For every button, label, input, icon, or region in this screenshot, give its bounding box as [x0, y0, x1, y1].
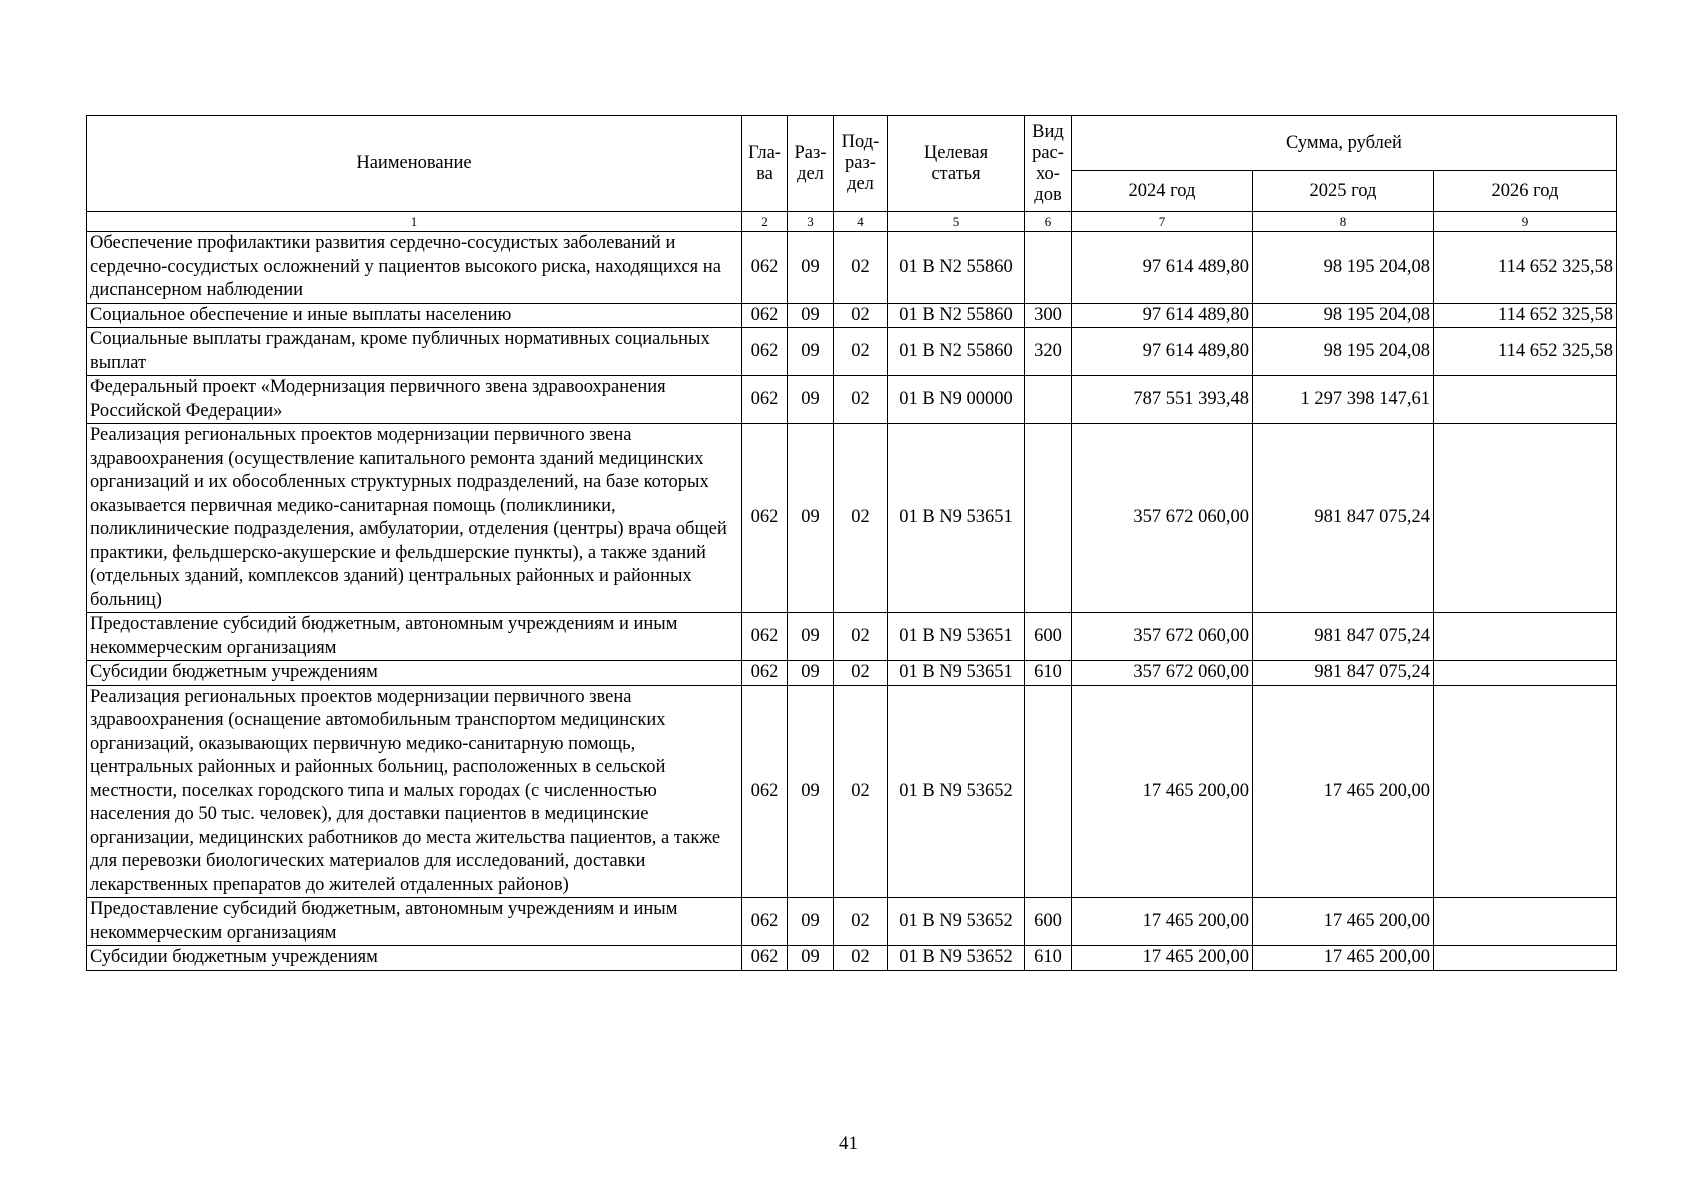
row-razdel: 09	[788, 376, 834, 424]
row-celevaya: 01 В N9 53651	[888, 613, 1025, 661]
row-vid: 600	[1025, 613, 1072, 661]
table-row	[87, 303, 1617, 328]
row-celevaya: 01 В N2 55860	[888, 303, 1025, 328]
row-vid: 300	[1025, 303, 1072, 328]
row-podrazdel: 02	[834, 424, 888, 613]
row-razdel: 09	[788, 303, 834, 328]
row-amount-2025: 981 847 075,24	[1253, 613, 1434, 661]
row-amount-2026: 114 652 325,58	[1434, 328, 1617, 376]
header-summa-label: Сумма, рублей	[1286, 132, 1402, 153]
row-podrazdel: 02	[834, 328, 888, 376]
column-number: 6	[1025, 212, 1072, 232]
row-amount-2026	[1434, 685, 1617, 898]
row-celevaya: 01 В N9 53652	[888, 898, 1025, 946]
row-amount-2024: 787 551 393,48	[1072, 376, 1253, 424]
row-name: Предоставление субсидий бюджетным, автономным учреждениям и иным некоммерческим организациям	[87, 898, 742, 946]
row-podrazdel: 02	[834, 303, 888, 328]
row-amount-2024: 357 672 060,00	[1072, 424, 1253, 613]
row-glava: 062	[742, 376, 788, 424]
row-glava: 062	[742, 613, 788, 661]
row-name: Реализация региональных проектов модернизации первичного звена здравоохранения (осуществление капитального ремонта зданий медицинских организаций и их обособленных структурных подразделений, на базе которых оказывается первичная медико-санитарная помощь (поликлиники, поликлинические подразделения, амбулатории, отделения (центры) врача общей практики, фельдшерско-акушерские и фельдшерские пункты), а также зданий (отдельных зданий, комплексов зданий) центральных районных и районных больниц)	[87, 424, 742, 613]
column-number: 4	[834, 212, 888, 232]
row-amount-2025: 17 465 200,00	[1253, 946, 1434, 971]
row-amount-2024: 97 614 489,80	[1072, 303, 1253, 328]
header-razdel: Раз- дел	[788, 116, 834, 212]
header-year-2026-label: 2026 год	[1491, 180, 1559, 201]
table-row	[87, 613, 1617, 661]
row-podrazdel: 02	[834, 613, 888, 661]
row-vid	[1025, 376, 1072, 424]
row-podrazdel: 02	[834, 685, 888, 898]
table-header	[87, 116, 1617, 212]
row-name: Социальное обеспечение и иные выплаты населению	[87, 303, 742, 328]
row-name: Субсидии бюджетным учреждениям	[87, 661, 742, 686]
header-name-label: Наименование	[356, 153, 472, 173]
table-row	[87, 424, 1617, 613]
row-vid	[1025, 232, 1072, 304]
row-celevaya: 01 В N9 53652	[888, 946, 1025, 971]
row-celevaya: 01 В N2 55860	[888, 232, 1025, 304]
row-amount-2024: 17 465 200,00	[1072, 946, 1253, 971]
row-amount-2025: 17 465 200,00	[1253, 898, 1434, 946]
header-year-2026	[1434, 171, 1617, 212]
header-celevaya: Целевая статья	[888, 116, 1025, 212]
row-amount-2024: 357 672 060,00	[1072, 613, 1253, 661]
row-celevaya: 01 В N9 00000	[888, 376, 1025, 424]
header-year-2024-label: 2024 год	[1128, 180, 1196, 201]
header-year-2025-label: 2025 год	[1309, 180, 1377, 201]
row-vid: 320	[1025, 328, 1072, 376]
row-glava: 062	[742, 898, 788, 946]
row-celevaya: 01 В N9 53652	[888, 685, 1025, 898]
row-celevaya: 01 В N2 55860	[888, 328, 1025, 376]
column-number-row	[87, 212, 1617, 232]
row-name: Социальные выплаты гражданам, кроме публичных нормативных социальных выплат	[87, 328, 742, 376]
table-body	[87, 212, 1617, 971]
row-razdel: 09	[788, 946, 834, 971]
header-summa	[1072, 116, 1617, 171]
row-amount-2025: 98 195 204,08	[1253, 303, 1434, 328]
row-razdel: 09	[788, 661, 834, 686]
row-vid: 610	[1025, 661, 1072, 686]
row-podrazdel: 02	[834, 376, 888, 424]
row-name: Реализация региональных проектов модернизации первичного звена здравоохранения (оснащение автомобильным транспортом медицинских организаций, оказывающих первичную медико-санитарную помощь, центральных районных и районных больниц, расположенных в сельской местности, поселках городского типа и малых городах (с численностью населения до 50 тыс. человек), для доставки пациентов в медицинские организации, медицинских работников до места жительства пациентов, а также для перевозки биологических материалов для исследований, доставки лекарственных препаратов до жителей отдаленных районов)	[87, 685, 742, 898]
row-razdel: 09	[788, 424, 834, 613]
row-amount-2026	[1434, 376, 1617, 424]
column-number: 1	[87, 212, 742, 232]
row-amount-2025: 17 465 200,00	[1253, 685, 1434, 898]
table-row	[87, 328, 1617, 376]
column-number: 5	[888, 212, 1025, 232]
column-number: 7	[1072, 212, 1253, 232]
row-amount-2024: 17 465 200,00	[1072, 898, 1253, 946]
header-year-2024	[1072, 171, 1253, 212]
column-number: 2	[742, 212, 788, 232]
row-podrazdel: 02	[834, 946, 888, 971]
header-vid: Вид рас- хо- дов	[1025, 116, 1072, 212]
row-glava: 062	[742, 946, 788, 971]
table-row	[87, 898, 1617, 946]
row-amount-2024: 97 614 489,80	[1072, 328, 1253, 376]
row-vid	[1025, 685, 1072, 898]
row-vid	[1025, 424, 1072, 613]
row-name: Обеспечение профилактики развития сердечно-сосудистых заболеваний и сердечно-сосудистых осложнений у пациентов высокого риска, находящихся на диспансерном наблюдении	[87, 232, 742, 304]
row-name: Субсидии бюджетным учреждениям	[87, 946, 742, 971]
table-row	[87, 376, 1617, 424]
row-amount-2025: 98 195 204,08	[1253, 232, 1434, 304]
table-row	[87, 685, 1617, 898]
row-glava: 062	[742, 232, 788, 304]
row-amount-2026	[1434, 898, 1617, 946]
row-razdel: 09	[788, 232, 834, 304]
header-name	[87, 116, 742, 212]
column-number: 3	[788, 212, 834, 232]
row-amount-2026	[1434, 946, 1617, 971]
row-amount-2025: 981 847 075,24	[1253, 661, 1434, 686]
row-name: Предоставление субсидий бюджетным, автономным учреждениям и иным некоммерческим организациям	[87, 613, 742, 661]
row-vid: 610	[1025, 946, 1072, 971]
header-year-2025	[1253, 171, 1434, 212]
row-razdel: 09	[788, 685, 834, 898]
row-amount-2024: 17 465 200,00	[1072, 685, 1253, 898]
row-razdel: 09	[788, 328, 834, 376]
header-podrazdel: Под- раз- дел	[834, 116, 888, 212]
row-razdel: 09	[788, 898, 834, 946]
row-celevaya: 01 В N9 53651	[888, 424, 1025, 613]
row-glava: 062	[742, 661, 788, 686]
row-glava: 062	[742, 685, 788, 898]
row-razdel: 09	[788, 613, 834, 661]
table-row	[87, 661, 1617, 686]
row-amount-2026	[1434, 661, 1617, 686]
row-name: Федеральный проект «Модернизация первичного звена здравоохранения Российской Федерации»	[87, 376, 742, 424]
row-amount-2026: 114 652 325,58	[1434, 232, 1617, 304]
row-podrazdel: 02	[834, 661, 888, 686]
row-amount-2025: 1 297 398 147,61	[1253, 376, 1434, 424]
row-vid: 600	[1025, 898, 1072, 946]
column-number: 8	[1253, 212, 1434, 232]
row-amount-2025: 981 847 075,24	[1253, 424, 1434, 613]
row-glava: 062	[742, 303, 788, 328]
table-row	[87, 946, 1617, 971]
row-amount-2025: 98 195 204,08	[1253, 328, 1434, 376]
header-glava: Гла- ва	[742, 116, 788, 212]
page-number: 41	[839, 1133, 858, 1154]
row-glava: 062	[742, 328, 788, 376]
row-glava: 062	[742, 424, 788, 613]
table-row	[87, 232, 1617, 304]
row-amount-2026: 114 652 325,58	[1434, 303, 1617, 328]
row-amount-2026	[1434, 424, 1617, 613]
row-amount-2024: 357 672 060,00	[1072, 661, 1253, 686]
budget-table	[86, 115, 1617, 971]
row-amount-2024: 97 614 489,80	[1072, 232, 1253, 304]
row-celevaya: 01 В N9 53651	[888, 661, 1025, 686]
row-podrazdel: 02	[834, 232, 888, 304]
row-amount-2026	[1434, 613, 1617, 661]
column-number: 9	[1434, 212, 1617, 232]
row-podrazdel: 02	[834, 898, 888, 946]
